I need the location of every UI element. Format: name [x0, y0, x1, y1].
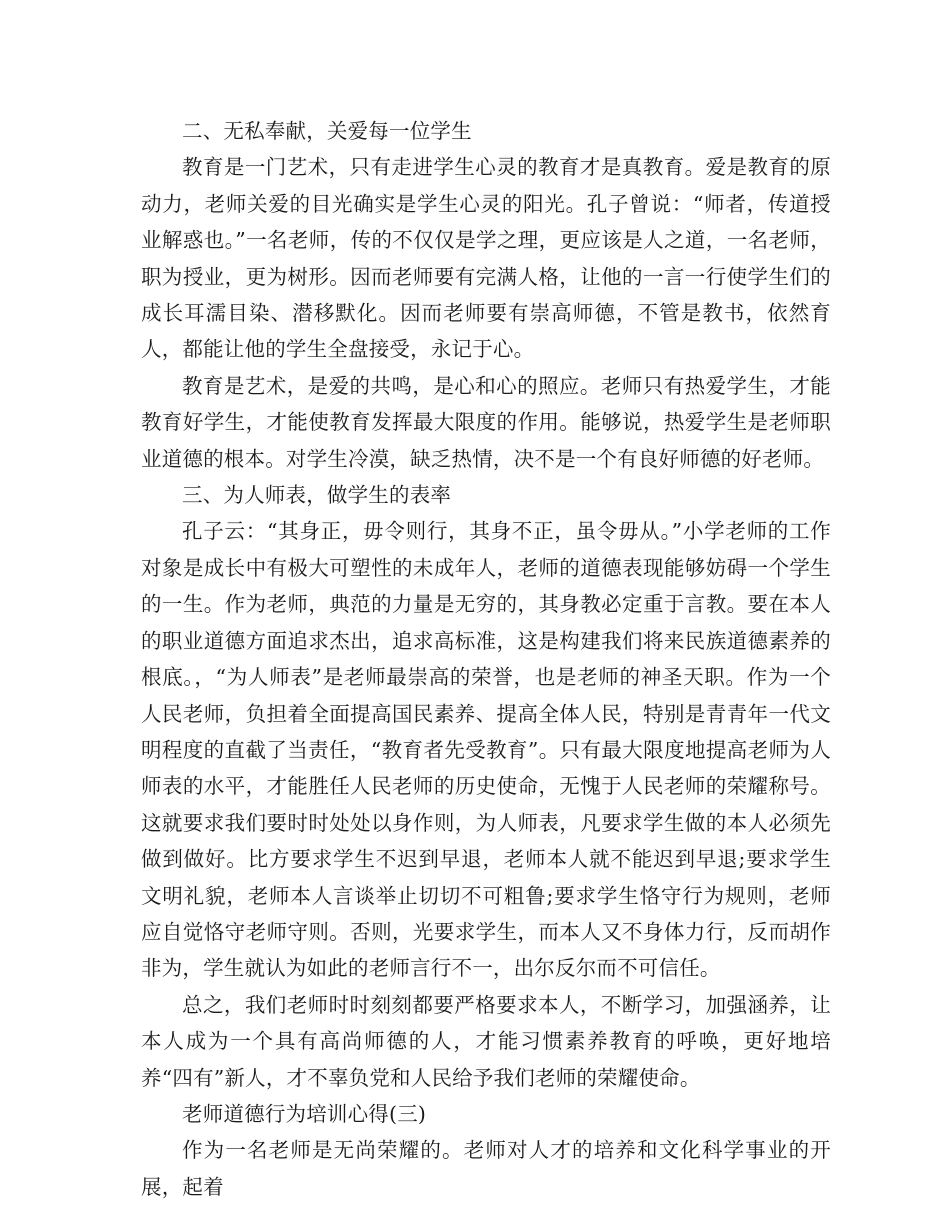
article-title: 老师道德行为培训心得(三)	[182, 1101, 427, 1126]
section-heading-3: 三、为人师表，做学生的表率	[182, 483, 452, 508]
paragraph: 教育是一门艺术，只有走进学生心灵的教育才是真教育。爱是教育的原动力，老师关爱的目光确实是学生心灵的阳光。孔子曾说：“师者，传道授业解惑也。”一名老师，传的不仅仅是学之理，更应该是人之道，一名老师，职为授业，更为树形。因而老师要有完满人格，让他的一言一行使学生们的成长耳濡目染、潜移默化。因而老师要有崇高师德，不管是教书，依然育人，都能让他的学生全盘接受，永记于心。	[141, 155, 831, 362]
paragraph: 孔子云：“其身正，毋令则行，其身不正，虽令毋从。”小学老师的工作对象是成长中有极大可塑性的未成年人，老师的道德表现能够妨碍一个学生的一生。作为老师，典范的力量是无穷的，其身教必定重于言教。要在本人的职业道德方面追求杰出，追求高标准，这是构建我们将来民族道德素养的根底。，“为人师表”是老师最崇高的荣誉，也是老师的神圣天职。作为一个人民老师，负担着全面提高国民素养、提高全体人民，特别是青青年一代文明程度的直截了当责任，“教育者先受教育”。只有最大限度地提高老师为人师表的水平，才能胜任人民老师的历史使命，无愧于人民老师的荣耀称号。这就要求我们要时时处处以身作则，为人师表，凡要求学生做的本人必须先做到做好。比方要求学生不迟到早退，老师本人就不能迟到早退;要求学生文明礼貌，老师本人言谈举止切切不可粗鲁;要求学生恪守行为规则，老师应自觉恪守老师守则。否则，光要求学生，而本人又不身体力行，反而胡作非为，学生就认为如此的老师言行不一，出尔反尔而不可信任。	[141, 519, 831, 981]
section-heading-2: 二、无私奉献，关爱每一位学生	[182, 119, 472, 143]
document-body	[141, 113, 831, 1205]
paragraph: 作为一名老师是无尚荣耀的。老师对人才的培养和文化科学事业的开展，起着	[141, 1138, 831, 1199]
paragraph: 教育是艺术，是爱的共鸣，是心和心的照应。老师只有热爱学生，才能教育好学生，才能使教育发挥最大限度的作用。能够说，热爱学生是老师职业道德的根本。对学生冷漠，缺乏热情，决不是一个有良好师德的好老师。	[141, 373, 831, 471]
paragraph: 总之，我们老师时时刻刻都要严格要求本人，不断学习，加强涵养，让本人成为一个具有高尚师德的人，才能习惯素养教育的呼唤，更好地培养“四有”新人，才不辜负党和人民给予我们老师的荣耀使命。	[141, 992, 831, 1090]
